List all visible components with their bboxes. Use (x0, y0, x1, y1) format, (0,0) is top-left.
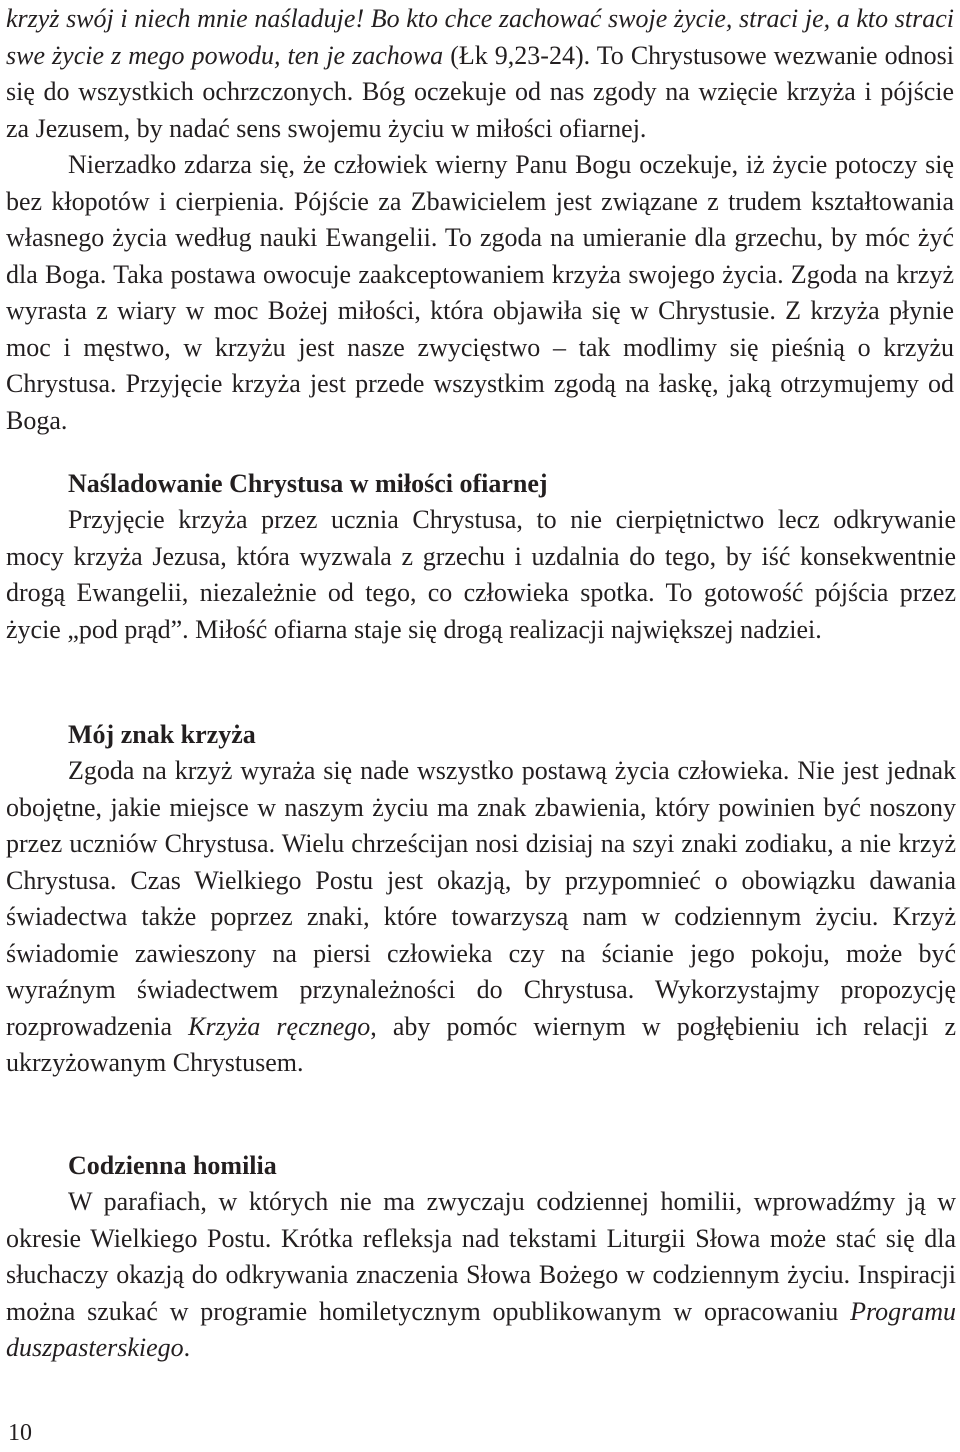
section-heading: Codzienna homilia (68, 1151, 277, 1180)
page-number: 10 (8, 1420, 32, 1446)
section-codzienna-homilia (0, 1148, 960, 1367)
paragraph-text: W parafiach, w których nie ma zwyczaju codziennej homilii, wprowadźmy ją w okresie Wielkiego Postu. Krótka refleksja nad tekstami Liturgii Słowa może stać się dla słuchaczy okazją do odkrywania znaczenia Słowa Bożego w codziennym życiu. Inspiracji można szukać w programie homiletycznym opublikowanym w opracowaniu (6, 1187, 956, 1326)
section-paragraph (0, 1184, 960, 1367)
section-paragraph (0, 753, 960, 1082)
italic-title: Krzyża ręcznego (188, 1011, 371, 1041)
section-heading: Naśladowanie Chrystusa w miłości ofiarnej (68, 469, 548, 498)
section-heading: Mój znak krzyża (68, 720, 256, 749)
intro-section (0, 1, 960, 439)
scripture-quote: krzyż swój i niech mnie naśladuje! Bo kto chce zachować swoje życie, straci je, a kto straci swe życie z mego powodu, ten je zachowa (6, 4, 954, 70)
paragraph-text: , aby pomóc wiernym w pogłębieniu ich relacji z ukrzyżowanym Chrystusem. (6, 1011, 956, 1077)
paragraph-text: Zgoda na krzyż wyraża się nade wszystko postawą życia człowieka. Nie jest jednak obojętne, jakie miejsce w naszym życiu ma znak zbawienia, który powinien być noszony przez uczniów Chrystusa. Wielu chrześcijan nosi dzisiaj na szyi znaki zodiaku, a nie krzyż Chrystusa. Czas Wielkiego Postu jest okazją, by przypomnieć o obowiązku dawania świadectwa także poprzez znaki, które towarzyszą nam w codziennym życiu. Krzyż świadomie zawieszony na piersi człowieka czy na ścianie jego pokoju, może być wyraźnym świadectwem przynależności do Chrystusa. Wykorzystajmy propozycję rozprowadzenia (6, 756, 956, 1041)
section-moj-znak (0, 717, 960, 1082)
section-paragraph: Przyjęcie krzyża przez ucznia Chrystusa, to nie cierpiętnictwo lecz odkrywanie mocy krzyża Jezusa, która wyzwala z grzechu i uzdalnia do tego, by iść konsekwentnie drogą Ewangelii, niezależnie od tego, co człowieka spotka. To gotowość pójścia przez życie „pod prąd”. Miłość ofiarna staje się drogą realizacji największej nadziei. (6, 505, 956, 644)
paragraph-text: . (183, 1333, 191, 1362)
intro-paragraph-2: Nierzadko zdarza się, że człowiek wierny Panu Bogu oczekuje, iż życie potoczy się bez kłopotów i cierpienia. Pójście za Zbawicielem jest związane z trudem kształtowania własnego życia według nauki Ewangelii. To zgoda na umieranie dla grzechu, by móc żyć dla Boga. Taka postawa owocuje zaakceptowaniem krzyża swojego życia. Zgoda na krzyż wyrasta z wiary w moc Bożej miłości, która objawiła się w Chrystusie. Z krzyża płynie moc i męstwo, w krzyżu jest nasze zwycięstwo – tak modlimy się pieśnią o krzyżu Chrystusa. Przyjęcie krzyża jest przede wszystkim zgodą na łaskę, jaką otrzymujemy od Boga. (6, 150, 954, 435)
section-nasladowanie (0, 466, 960, 648)
scripture-reference-text: (Łk 9,23-24). To Chrystusowe wezwanie odnosi się do wszystkich ochrzczonych. Bóg oczekuje od nas zgody na wzięcie krzyża i pójście za Jezusem, by nadać sens swojemu życiu w miłości ofiarnej. (6, 40, 954, 143)
italic-title: Programu duszpasterskiego (6, 1296, 956, 1362)
intro-paragraph (0, 1, 960, 147)
